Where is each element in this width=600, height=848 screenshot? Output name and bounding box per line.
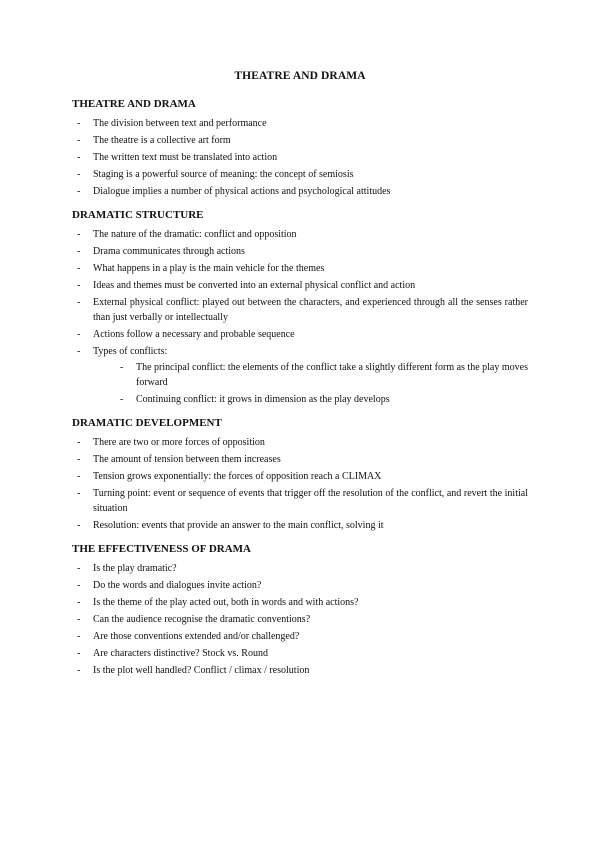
bullet-list: [72, 227, 528, 408]
dash-bullet-icon: -: [77, 329, 81, 340]
dash-bullet-icon: -: [120, 394, 124, 405]
list-item: - Do the words and dialogues invite action?: [72, 578, 528, 594]
list-item: - Are characters distinctive? Stock vs. Round: [72, 646, 528, 662]
list-item: - Types of conflicts: - The principal conflict: the elements of the conflict take a slightly different form as the play moves forward - Continuing conflict: it grows in dimension as the play develops: [72, 344, 528, 408]
bullet-list: [72, 561, 528, 679]
dash-bullet-icon: -: [77, 470, 81, 482]
document-body: [72, 97, 528, 686]
list-item: - What happens in a play is the main vehicle for the themes: [72, 261, 528, 277]
dash-bullet-icon: -: [77, 228, 81, 240]
dash-bullet-icon: -: [77, 630, 81, 642]
dash-bullet-icon: -: [77, 647, 81, 659]
dash-bullet-icon: -: [77, 453, 81, 465]
dash-bullet-icon: -: [77, 279, 81, 291]
section-heading-theatre-and-drama: THEATRE AND DRAMA: [72, 98, 196, 110]
list-item: - Resolution: events that provide an answer to the main conflict, solving it: [72, 518, 528, 534]
sub-bullet-list: [93, 360, 528, 408]
dash-bullet-icon: -: [77, 520, 81, 531]
dash-bullet-icon: -: [77, 262, 81, 274]
list-item: - Is the plot well handled? Conflict / climax / resolution: [72, 663, 528, 679]
dash-bullet-icon: -: [77, 169, 81, 180]
dash-bullet-icon: -: [77, 296, 81, 308]
list-item: - External physical conflict: played out between the characters, and experienced through all the senses rather than just verbally or intellectually: [77, 296, 528, 323]
list-item: - Drama communicates through actions: [72, 244, 528, 260]
document-title: THEATRE AND DRAMA: [234, 70, 366, 82]
dash-bullet-icon: -: [77, 135, 81, 146]
list-item: - Actions follow a necessary and probable sequence: [72, 327, 528, 343]
list-item: - The amount of tension between them increases: [72, 452, 528, 468]
list-item: - Is the theme of the play acted out, both in words and with actions?: [72, 595, 528, 611]
list-item: - Can the audience recognise the dramatic conventions?: [72, 612, 528, 628]
dash-bullet-icon: -: [77, 152, 81, 163]
dash-bullet-icon: -: [77, 613, 81, 625]
dash-bullet-icon: -: [77, 562, 81, 574]
bullet-list: [72, 435, 528, 534]
dash-bullet-icon: -: [120, 361, 124, 373]
list-item: - There are two or more forces of opposition: [72, 435, 528, 451]
dash-bullet-icon: -: [77, 596, 81, 608]
list-item: - Is the play dramatic?: [72, 561, 528, 577]
dash-bullet-icon: -: [77, 118, 81, 129]
section-heading-effectiveness-of-drama: THE EFFECTIVENESS OF DRAMA: [72, 542, 251, 555]
list-item: - The division between text and performance: [72, 116, 528, 132]
list-item: - Dialogue implies a number of physical actions and psychological attitudes: [72, 184, 528, 200]
dash-bullet-icon: -: [77, 245, 81, 257]
sub-list-item: - The principal conflict: the elements of the conflict take a slightly different form as the play moves forward: [120, 361, 528, 388]
dash-bullet-icon: -: [77, 487, 81, 499]
dash-bullet-icon: -: [77, 436, 81, 448]
list-item: - The theatre is a collective art form: [72, 133, 528, 149]
list-item: - Tension grows exponentially: the forces of opposition reach a CLIMAX: [72, 469, 528, 485]
list-item: - Ideas and themes must be converted into an external physical conflict and action: [72, 278, 528, 294]
bullet-list: [72, 116, 528, 200]
dash-bullet-icon: -: [77, 664, 81, 676]
dash-bullet-icon: -: [77, 579, 81, 591]
list-item: - Are those conventions extended and/or challenged?: [72, 629, 528, 645]
sub-list-item: - Continuing conflict: it grows in dimension as the play develops: [115, 392, 528, 408]
dash-bullet-icon: -: [77, 186, 81, 197]
dash-bullet-icon: -: [77, 346, 81, 357]
list-item: - The nature of the dramatic: conflict and opposition: [72, 227, 528, 243]
list-item: - The written text must be translated into action: [72, 150, 528, 166]
section-heading-dramatic-development: DRAMATIC DEVELOPMENT: [72, 416, 222, 429]
list-item: - Staging is a powerful source of meaning: the concept of semiosis: [72, 167, 528, 183]
section-heading-dramatic-structure: DRAMATIC STRUCTURE: [72, 208, 204, 221]
list-item: - Turning point: event or sequence of events that trigger off the resolution of the conflict, and revert the initial situation: [77, 487, 528, 514]
